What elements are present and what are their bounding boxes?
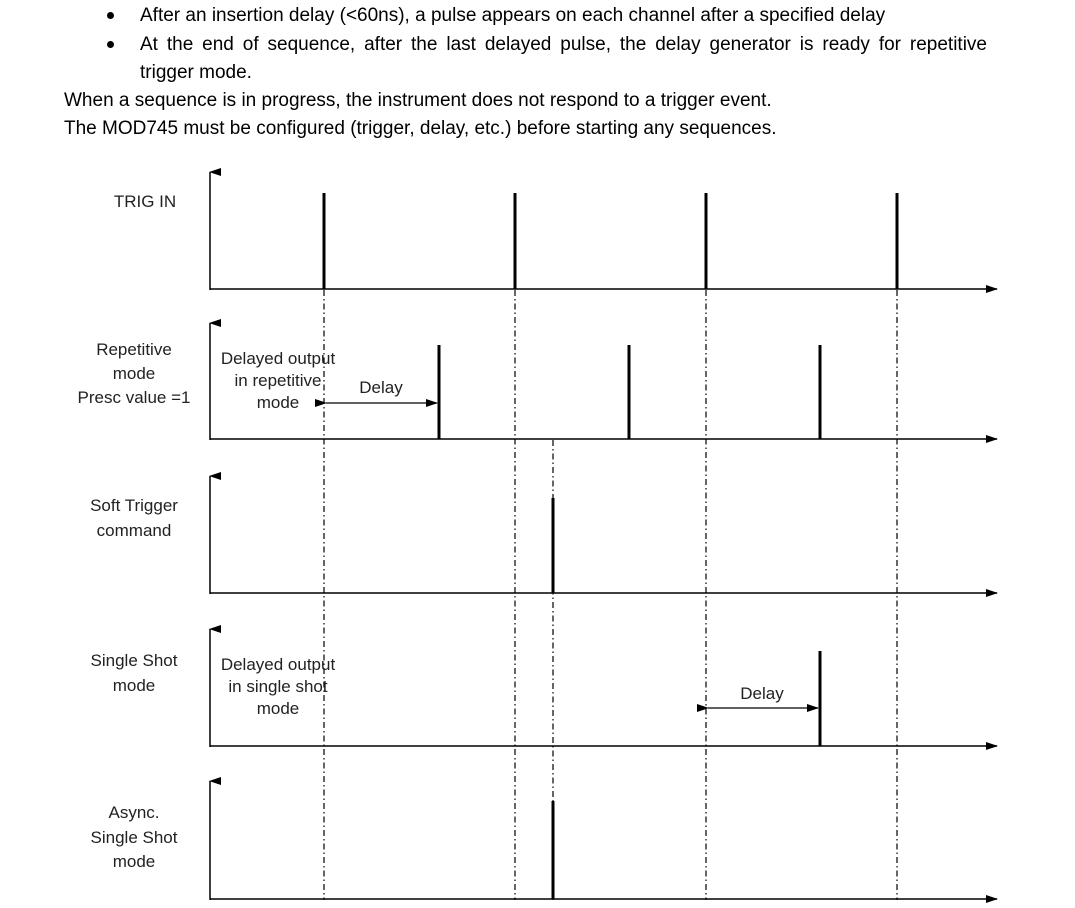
row-repetitive-mode [78, 323, 997, 440]
annotation-line: Delayed output [220, 349, 336, 368]
row-label-line: command [96, 521, 172, 540]
row-label-line: mode [112, 852, 156, 871]
delay-label: Delay [359, 378, 403, 397]
row-async-single-shot [91, 781, 997, 900]
bullet-text-1: After an insertion delay (<60ns), a pulse appears on each channel after a specified delay [140, 5, 886, 26]
annotation-line: in repetitive [234, 371, 322, 390]
row-label-line: Async. [108, 803, 160, 822]
bullet-text-2: At the end of sequence, after the last delayed pulse, the delay generator is ready for repetitive trigger mode. [140, 34, 987, 83]
row-label-line: Single Shot [90, 828, 178, 847]
annotation-line: mode [256, 393, 300, 412]
row-trig-in [114, 172, 997, 290]
row-label-line: Soft Trigger [90, 496, 178, 515]
annotation-line: mode [256, 699, 300, 718]
row-label-line: Presc value =1 [77, 388, 191, 407]
delay-label: Delay [740, 684, 784, 703]
paragraph-configure-note: The MOD745 must be configured (trigger, delay, etc.) before starting any sequences. [64, 118, 777, 139]
row-label-line: mode [112, 676, 156, 695]
annotation-line: in single shot [228, 677, 328, 696]
row-label-line: Single Shot [90, 651, 178, 670]
row-label-line: Repetitive [96, 340, 172, 359]
row-label-line: mode [112, 364, 156, 383]
row-soft-trigger [90, 476, 997, 594]
row-single-shot [91, 629, 997, 747]
dashed-guides [324, 290, 897, 900]
paragraph-sequence-progress: When a sequence is in progress, the instrument does not respond to a trigger event. [64, 90, 772, 111]
row-label-trig-in: TRIG IN [113, 192, 177, 211]
annotation-line: Delayed output [220, 655, 336, 674]
